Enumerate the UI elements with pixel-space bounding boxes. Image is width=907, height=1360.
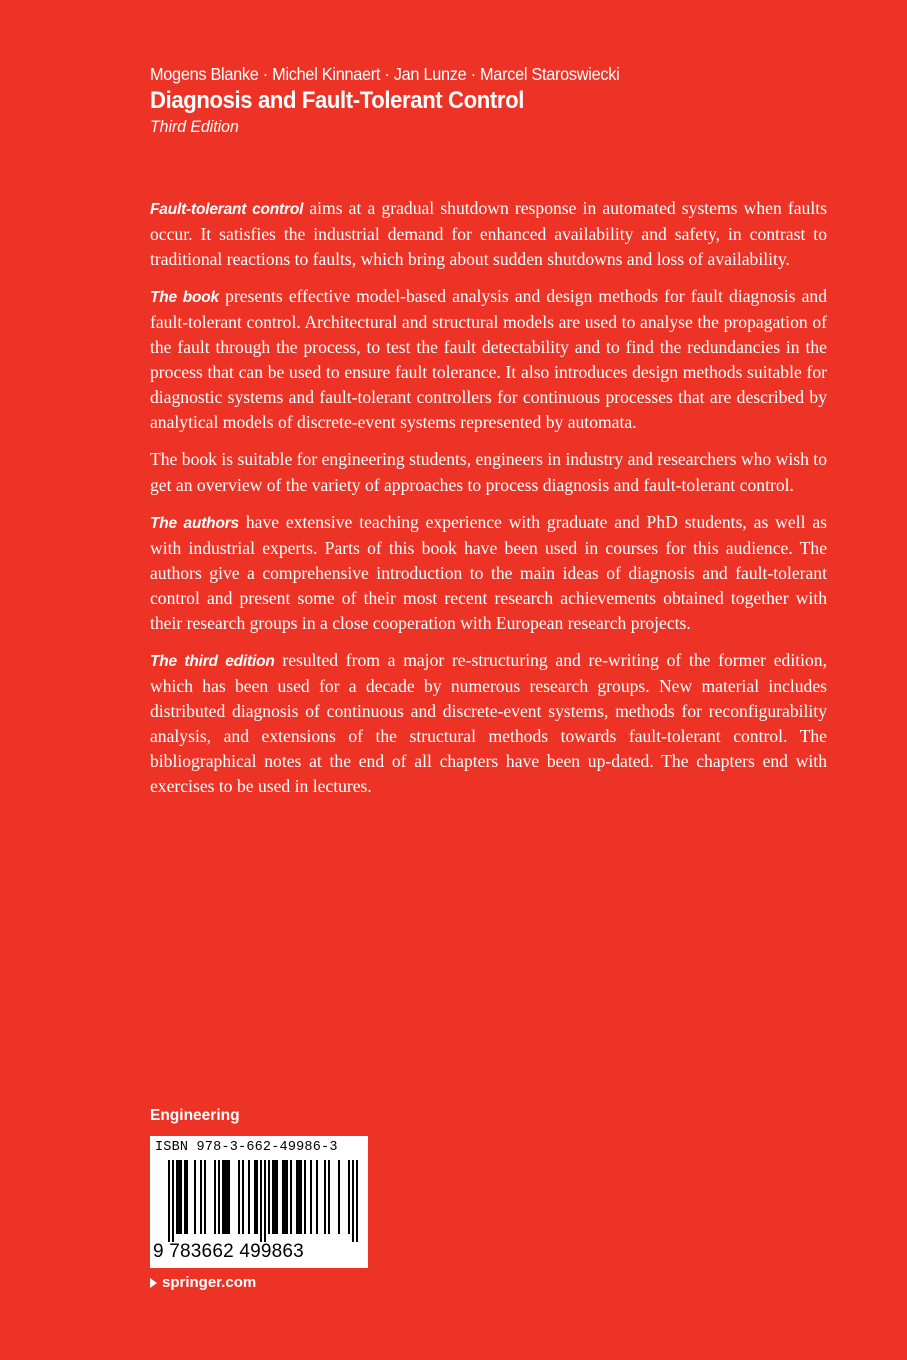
paragraph bbox=[150, 648, 827, 799]
paragraph-lead: The third edition bbox=[150, 653, 275, 670]
isbn-label: ISBN 978-3-662-49986-3 bbox=[155, 1140, 338, 1155]
barcode-bar bbox=[324, 1160, 326, 1234]
paragraph-body: resulted from a major re-structuring and re-writing of the former edition, which has been used for a decade by numerous research groups. New material includes distributed diagnosis of continuous and discrete-event systems, methods for reconfigurability analysis, and extensions of the structural methods towards fault-tolerant control. The bibliographical notes at the end of all chapters have been up-dated. The chapters end with exercises to be used in lectures. bbox=[150, 650, 827, 796]
barcode-bar bbox=[284, 1160, 286, 1234]
barcode-digits: 9 783662 499863 bbox=[153, 1241, 304, 1262]
subject-category: Engineering bbox=[150, 1107, 240, 1124]
barcode-bar bbox=[178, 1160, 180, 1234]
barcode-bar bbox=[254, 1160, 256, 1234]
barcode-bar bbox=[348, 1160, 350, 1234]
barcode-bar bbox=[176, 1160, 178, 1234]
barcode-bar bbox=[180, 1160, 182, 1234]
authors-line: Mogens Blanke · Michel Kinnaert · Jan Lunze · Marcel Staroswiecki bbox=[150, 64, 620, 84]
barcode-bar bbox=[304, 1160, 306, 1234]
barcode-bar bbox=[218, 1160, 220, 1234]
blurb-text bbox=[150, 196, 827, 811]
barcode-bar bbox=[310, 1160, 312, 1234]
edition-label: Third Edition bbox=[150, 117, 239, 136]
barcode-bar bbox=[338, 1160, 340, 1234]
barcode-bar bbox=[184, 1160, 186, 1234]
barcode-bar bbox=[328, 1160, 330, 1234]
barcode-guard-bar bbox=[168, 1160, 170, 1242]
barcode-bar bbox=[268, 1160, 270, 1234]
barcode-guard-bar bbox=[172, 1160, 174, 1242]
arrow-right-icon bbox=[150, 1278, 157, 1288]
book-title: Diagnosis and Fault-Tolerant Control bbox=[150, 87, 524, 114]
isbn-barcode bbox=[150, 1136, 368, 1268]
barcode-bar bbox=[296, 1160, 298, 1234]
publisher-url: springer.com bbox=[162, 1274, 257, 1291]
barcode-guard-bar bbox=[264, 1160, 266, 1242]
barcode-bar bbox=[256, 1160, 258, 1234]
barcode-bar bbox=[226, 1160, 228, 1234]
barcode-bar bbox=[282, 1160, 284, 1234]
barcode-bar bbox=[186, 1160, 188, 1234]
barcode-bars bbox=[156, 1160, 362, 1242]
barcode-bar bbox=[274, 1160, 276, 1234]
barcode-bar bbox=[290, 1160, 292, 1234]
paragraph bbox=[150, 510, 827, 636]
paragraph-body: presents effective model-based analysis and design methods for fault diagnosis and fault-tolerant control. Architectural and structural models are used to analyse the propagation of the fault through the process, to test the fault detectability and to find the redundancies in the process that can be used to ensure fault tolerance. It also introduces design methods suitable for diagnostic systems and fault-tolerant controllers for continuous processes that are described by analytical models of discrete-event systems represented by automata. bbox=[150, 286, 827, 432]
barcode-bar bbox=[214, 1160, 216, 1234]
barcode-bar bbox=[194, 1160, 196, 1234]
barcode-bar bbox=[238, 1160, 240, 1234]
barcode-bar bbox=[248, 1160, 250, 1234]
paragraph-body: aims at a gradual shutdown response in automated systems when faults occur. It satisfies the industrial demand for enhanced availability and safety, in contrast to traditional reactions to faults, which bring about sudden shutdowns and loss of availability. bbox=[150, 198, 827, 269]
barcode-guard-bar bbox=[356, 1160, 358, 1242]
paragraph-body: have extensive teaching experience with graduate and PhD students, as well as with industrial experts. Parts of this book have been used in courses for this audience. The authors give a comprehensive introduction to the main ideas of diagnosis and fault-tolerant control and present some of their most recent research achievements obtained together with their research groups in a close cooperation with European research projects. bbox=[150, 512, 827, 633]
barcode-bar bbox=[276, 1160, 278, 1234]
paragraph-lead: The book bbox=[150, 289, 219, 306]
publisher-link[interactable] bbox=[150, 1274, 256, 1291]
barcode-bar bbox=[224, 1160, 226, 1234]
barcode-bar bbox=[204, 1160, 206, 1234]
paragraph bbox=[150, 196, 827, 272]
barcode-bar bbox=[228, 1160, 230, 1234]
barcode-guard-bar bbox=[260, 1160, 262, 1242]
barcode-bar bbox=[298, 1160, 300, 1234]
barcode-bar bbox=[300, 1160, 302, 1234]
paragraph bbox=[150, 284, 827, 435]
barcode-guard-bar bbox=[352, 1160, 354, 1242]
barcode-bar bbox=[200, 1160, 202, 1234]
barcode-bar bbox=[222, 1160, 224, 1234]
paragraph-body: The book is suitable for engineering students, engineers in industry and researchers who wish to get an overview of the variety of approaches to process diagnosis and fault-tolerant control. bbox=[150, 449, 827, 495]
paragraph-lead: Fault-tolerant control bbox=[150, 201, 304, 218]
barcode-bar bbox=[316, 1160, 318, 1234]
paragraph-lead: The authors bbox=[150, 515, 239, 532]
paragraph bbox=[150, 447, 827, 498]
header bbox=[150, 62, 830, 138]
barcode-bar bbox=[272, 1160, 274, 1234]
barcode-bar bbox=[286, 1160, 288, 1234]
barcode-bar bbox=[242, 1160, 244, 1234]
